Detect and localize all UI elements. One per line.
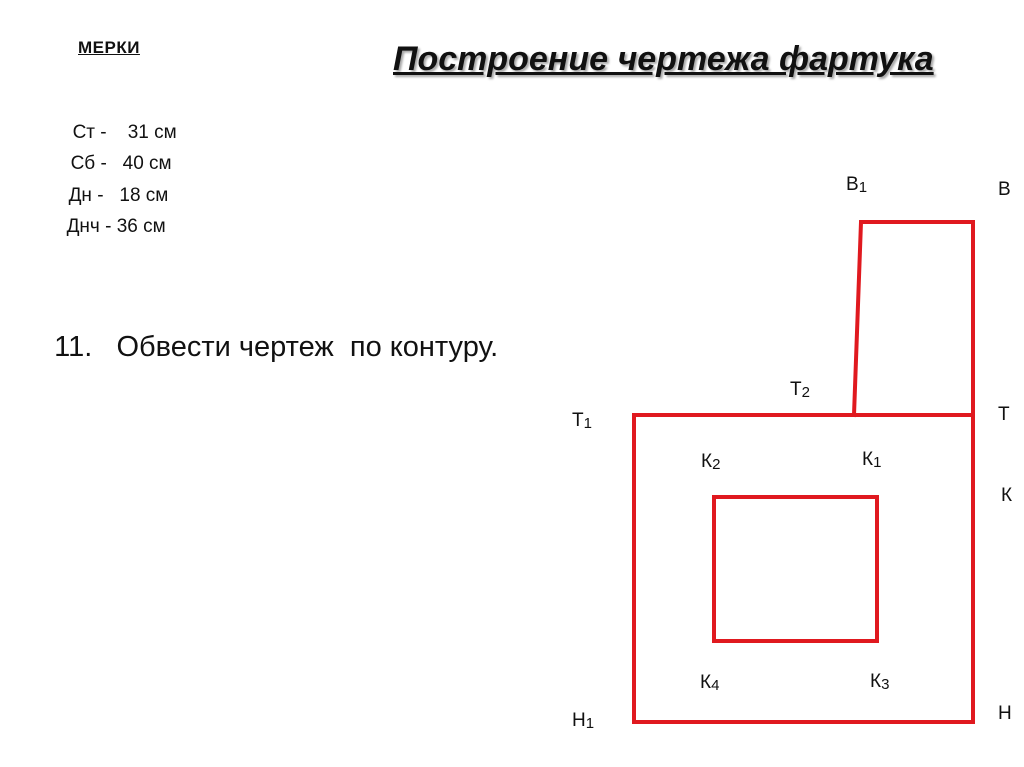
measure-label: Днч - bbox=[66, 216, 112, 237]
point-label-k1: К1 bbox=[862, 449, 882, 471]
measure-value: 36 см bbox=[116, 216, 166, 237]
measure-label: Ст - bbox=[72, 122, 107, 143]
drawing-lines bbox=[634, 222, 973, 722]
point-label-k2: К2 bbox=[701, 451, 721, 473]
bib-outline bbox=[854, 222, 973, 415]
measure-value: 40 см bbox=[122, 153, 172, 174]
point-label-t2: Т2 bbox=[790, 379, 810, 401]
point-label-b1: В1 bbox=[846, 174, 868, 196]
point-label-h1: Н1 bbox=[572, 710, 595, 732]
page-title: Построение чертежа фартука bbox=[393, 40, 934, 78]
point-label-k: К bbox=[1001, 485, 1013, 506]
measure-label: Дн - bbox=[68, 185, 104, 206]
point-label-h: Н bbox=[998, 703, 1012, 724]
measure-value: 18 см bbox=[119, 185, 169, 206]
point-label-k3: К3 bbox=[870, 671, 890, 693]
measures-title: МЕРКИ bbox=[78, 38, 140, 57]
apron-body-outline bbox=[634, 415, 973, 722]
measure-label: Сб - bbox=[70, 153, 107, 174]
point-label-t: Т bbox=[998, 404, 1010, 425]
point-label-b: В bbox=[998, 179, 1011, 200]
instruction-number: 11. bbox=[54, 331, 93, 363]
pocket-outline bbox=[714, 497, 877, 641]
measure-value: 31 см bbox=[127, 122, 177, 143]
point-label-t1: Т1 bbox=[572, 410, 592, 432]
instruction-text: Обвести чертеж по контуру. bbox=[116, 331, 499, 363]
point-label-k4: К4 bbox=[700, 672, 720, 694]
